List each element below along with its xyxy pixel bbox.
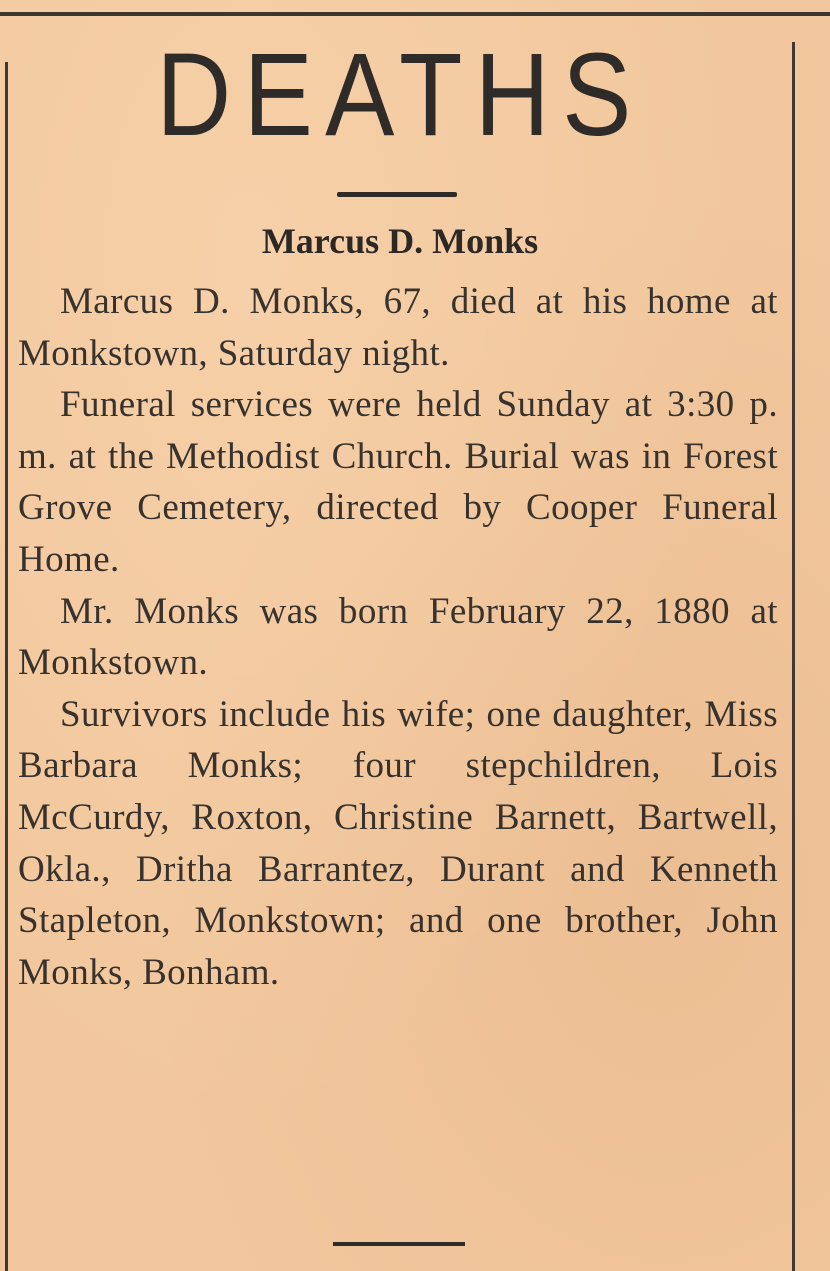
obituary-paragraph: Marcus D. Monks, 67, died at his home at Monkstown, Saturday night. bbox=[18, 281, 778, 374]
heading-divider bbox=[337, 192, 457, 197]
section-heading: DEATHS bbox=[156, 29, 644, 161]
end-divider bbox=[333, 1242, 465, 1246]
obituary-name: Marcus D. Monks bbox=[261, 221, 539, 261]
top-column-rule bbox=[0, 12, 830, 16]
obituary-paragraph: Mr. Monks was born February 22, 1880 at Monkstown. bbox=[18, 590, 778, 684]
obituary-body bbox=[18, 276, 778, 998]
obituary-paragraph: Funeral services were held Sunday at 3:30 p. m. at the Methodist Church. Burial was in Forest Grove Cemetery, directed by Cooper Funeral Home. bbox=[18, 384, 778, 580]
obituary-paragraph: Survivors include his wife; one daughter, Miss Barbara Monks; four stepchildren, Lois McCurdy, Roxton, Christine Barnett, Bartwell, Okla., Dritha Barrantez, Durant and Kenneth Stapleton, Monkstown; and one brother, John Monks, Bonham. bbox=[18, 693, 778, 993]
